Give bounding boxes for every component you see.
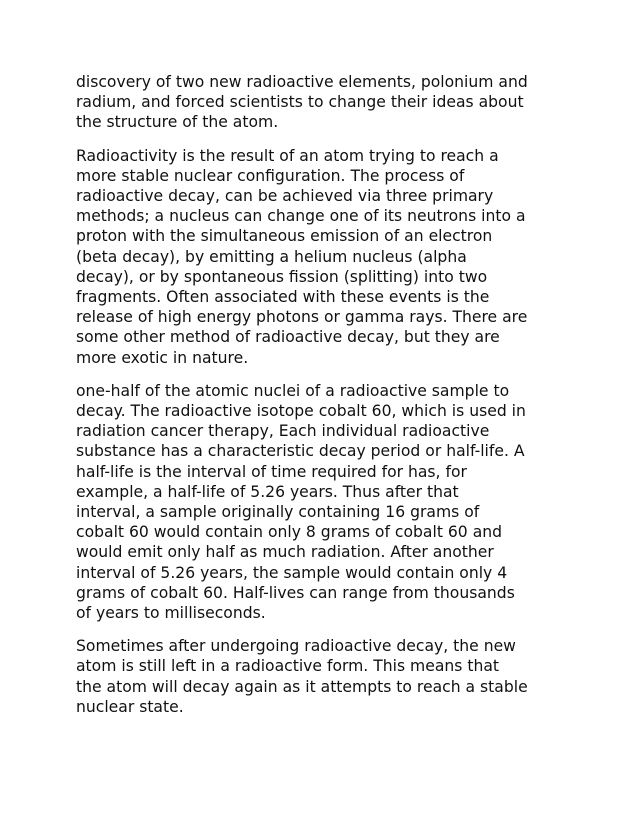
paragraph-half-life: one-half of the atomic nuclei of a radioactive sample to decay. The radioactive isotope cobalt 60, which is used in radiation cancer therapy, Each individual radioactive substance has a characteristic decay period or half-life. A half-life is the interval of time required for has, for example, a half-life of 5.26 years. Thus after that interval, a sample originally containing 16 grams of cobalt 60 would contain only 8 grams of cobalt 60 and would emit only half as much radiation. After another interval of 5.26 years, the sample would contain only 4 grams of cobalt 60. Half-lives can range from thousands of years to milliseconds.: [76, 381, 526, 623]
paragraph-repeated-decay: Sometimes after undergoing radioactive decay, the new atom is still left in a radioactive form. This means that the atom will decay again as it attempts to reach a stable nuclear state.: [76, 637, 528, 716]
paragraph-radioactivity: Radioactivity is the result of an atom trying to reach a more stable nuclear configuration. The process of radioactive decay, can be achieved via three primary methods; a nucleus can change one of its neutrons into a proton with the simultaneous emission of an electron (beta decay), by emitting a helium nucleus (alpha decay), or by spontaneous fission (splitting) into two fragments. Often associated with these events is the release of high energy photons or gamma rays. There are some other method of radioactive decay, but they are more exotic in nature.: [76, 146, 528, 367]
paragraph-discovery: discovery of two new radioactive elements, polonium and radium, and forced scientists to change their ideas about the structure of the atom.: [76, 73, 528, 132]
document-body: [76, 72, 570, 730]
